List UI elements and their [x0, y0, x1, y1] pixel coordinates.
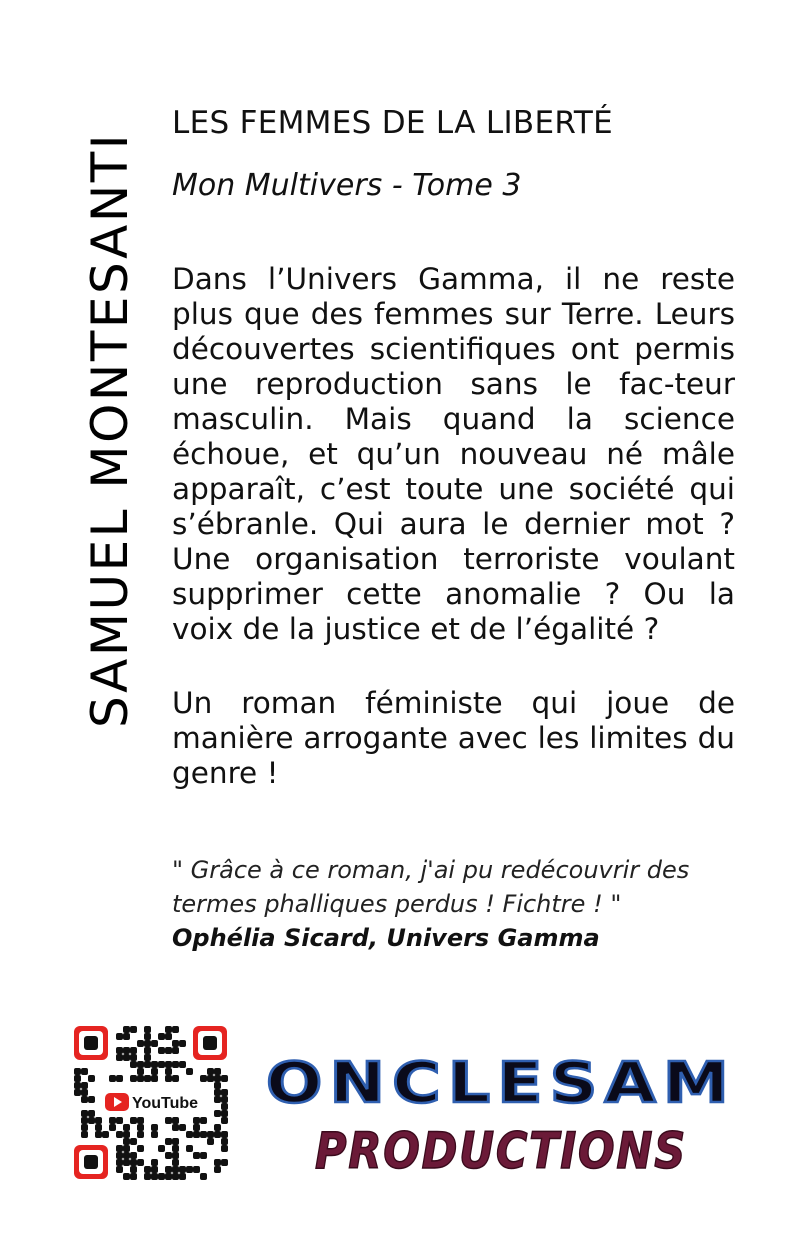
qr-module — [221, 1089, 228, 1096]
qr-module — [130, 1166, 137, 1173]
qr-module — [172, 1145, 179, 1152]
qr-module — [137, 1124, 144, 1131]
qr-module — [151, 1166, 158, 1173]
qr-module — [179, 1040, 186, 1047]
qr-module — [221, 1096, 228, 1103]
qr-module — [200, 1075, 207, 1082]
qr-module — [172, 1075, 179, 1082]
qr-module — [137, 1075, 144, 1082]
qr-module — [130, 1054, 137, 1061]
qr-module — [74, 1075, 81, 1082]
qr-module — [81, 1117, 88, 1124]
qr-module — [221, 1110, 228, 1117]
qr-module — [130, 1138, 137, 1145]
qr-module — [88, 1117, 95, 1124]
qr-module — [123, 1124, 130, 1131]
qr-module — [179, 1124, 186, 1131]
qr-module — [214, 1096, 221, 1103]
qr-module — [172, 1152, 179, 1159]
qr-module — [214, 1124, 221, 1131]
qr-module — [172, 1159, 179, 1166]
qr-module — [151, 1173, 158, 1180]
qr-module — [123, 1033, 130, 1040]
book-subtitle: Mon Multivers - Tome 3 — [172, 168, 522, 203]
qr-module — [172, 1047, 179, 1054]
qr-module — [137, 1145, 144, 1152]
blurb-paragraph: Dans l’Univers Gamma, il ne reste plus que des femmes sur Terre. Leurs découvertes scientifiques ont permis une reproduction sans le fac-teur masculin. Mais quand la science échoue, et qu’un nouveau né mâle apparaît, c’est toute une société qui s’ébranle. Qui aura le dernier mot ? Une organisation terroriste voulant supprimer cette anomalie ? Ou la voix de la justice et de l’égalité ? — [172, 262, 735, 646]
qr-module — [123, 1159, 130, 1166]
qr-module — [172, 1117, 179, 1124]
qr-module — [116, 1145, 123, 1152]
qr-module — [123, 1047, 130, 1054]
qr-module — [144, 1166, 151, 1173]
qr-module — [144, 1075, 151, 1082]
qr-module — [130, 1075, 137, 1082]
qr-module — [221, 1117, 228, 1124]
qr-module — [130, 1117, 137, 1124]
qr-module — [151, 1061, 158, 1068]
qr-module — [200, 1131, 207, 1138]
qr-module — [74, 1089, 81, 1096]
qr-module — [193, 1152, 200, 1159]
qr-module — [88, 1075, 95, 1082]
qr-module — [144, 1026, 151, 1033]
qr-module — [221, 1075, 228, 1082]
qr-module — [221, 1145, 228, 1152]
qr-module — [137, 1131, 144, 1138]
qr-module — [144, 1047, 151, 1054]
qr-module — [116, 1033, 123, 1040]
qr-module — [179, 1061, 186, 1068]
qr-module — [200, 1173, 207, 1180]
qr-module — [193, 1131, 200, 1138]
qr-module — [207, 1075, 214, 1082]
qr-module — [172, 1173, 179, 1180]
qr-module — [137, 1061, 144, 1068]
book-title: LES FEMMES DE LA LIBERTÉ — [172, 105, 614, 141]
qr-module — [186, 1166, 193, 1173]
qr-module — [172, 1124, 179, 1131]
qr-module — [81, 1110, 88, 1117]
qr-finder-bottom-left — [74, 1145, 108, 1179]
qr-module — [158, 1145, 165, 1152]
qr-module — [74, 1068, 81, 1075]
qr-module — [81, 1082, 88, 1089]
qr-module — [214, 1082, 221, 1089]
qr-finder-top-left — [74, 1026, 108, 1060]
qr-module — [221, 1103, 228, 1110]
qr-module — [109, 1117, 116, 1124]
qr-module — [151, 1040, 158, 1047]
qr-module — [172, 1166, 179, 1173]
qr-module — [214, 1089, 221, 1096]
qr-module — [74, 1082, 81, 1089]
qr-module — [165, 1033, 172, 1040]
qr-module — [165, 1061, 172, 1068]
qr-module — [116, 1054, 123, 1061]
qr-module — [123, 1026, 130, 1033]
qr-module — [95, 1117, 102, 1124]
qr-module — [81, 1124, 88, 1131]
qr-module — [186, 1145, 193, 1152]
qr-module — [165, 1152, 172, 1159]
qr-module — [123, 1131, 130, 1138]
qr-module — [123, 1145, 130, 1152]
qr-module — [165, 1047, 172, 1054]
qr-module — [144, 1061, 151, 1068]
qr-module — [207, 1131, 214, 1138]
qr-module — [200, 1117, 207, 1124]
qr-module — [109, 1124, 116, 1131]
qr-module — [130, 1152, 137, 1159]
qr-module — [214, 1068, 221, 1075]
qr-module — [200, 1152, 207, 1159]
qr-module — [81, 1096, 88, 1103]
qr-module — [137, 1159, 144, 1166]
qr-code-icon[interactable] — [72, 1024, 229, 1181]
qr-module — [165, 1117, 172, 1124]
qr-module — [207, 1138, 214, 1145]
qr-module — [116, 1166, 123, 1173]
qr-module — [81, 1089, 88, 1096]
qr-module — [172, 1026, 179, 1033]
qr-module — [214, 1131, 221, 1138]
qr-module — [88, 1110, 95, 1117]
qr-module — [123, 1054, 130, 1061]
author-name: SAMUEL MONTESANTI — [81, 131, 139, 729]
qr-module — [81, 1131, 88, 1138]
qr-module — [179, 1166, 186, 1173]
qr-module — [95, 1124, 102, 1131]
qr-module — [102, 1131, 109, 1138]
qr-module — [172, 1061, 179, 1068]
youtube-badge — [102, 1090, 206, 1114]
qr-module — [123, 1152, 130, 1159]
qr-finder-top-right — [193, 1026, 227, 1060]
qr-module — [144, 1033, 151, 1040]
qr-module — [137, 1040, 144, 1047]
qr-module — [151, 1131, 158, 1138]
logo-line1: ONCLESAM — [266, 1051, 736, 1116]
qr-module — [123, 1173, 130, 1180]
qr-module — [116, 1047, 123, 1054]
qr-module — [137, 1068, 144, 1075]
review-quote: " Grâce à ce roman, j'ai pu redécouvrir des termes phalliques perdus ! Fichtre ! " — [172, 856, 690, 918]
qr-module — [95, 1131, 102, 1138]
qr-module — [144, 1040, 151, 1047]
qr-module — [214, 1166, 221, 1173]
qr-module — [179, 1173, 186, 1180]
qr-module — [130, 1047, 137, 1054]
qr-module — [221, 1159, 228, 1166]
qr-module — [151, 1068, 158, 1075]
qr-module — [214, 1110, 221, 1117]
qr-module — [158, 1061, 165, 1068]
qr-module — [144, 1173, 151, 1180]
qr-module — [186, 1131, 193, 1138]
qr-module — [193, 1166, 200, 1173]
qr-module — [172, 1138, 179, 1145]
qr-module — [193, 1117, 200, 1124]
blurb-paragraph: Un roman féministe qui joue de manière arrogante avec les limites du genre ! — [172, 686, 735, 790]
qr-module — [109, 1075, 116, 1082]
qr-module — [130, 1061, 137, 1068]
qr-module — [116, 1117, 123, 1124]
qr-module — [116, 1159, 123, 1166]
qr-module — [116, 1131, 123, 1138]
qr-module — [116, 1152, 123, 1159]
review-attribution: Ophélia Sicard, Univers Gamma — [172, 924, 600, 952]
qr-module — [221, 1138, 228, 1145]
qr-module — [165, 1075, 172, 1082]
qr-module — [130, 1159, 137, 1166]
qr-module — [130, 1173, 137, 1180]
qr-module — [165, 1068, 172, 1075]
qr-module — [116, 1075, 123, 1082]
qr-module — [151, 1159, 158, 1166]
qr-module — [165, 1173, 172, 1180]
qr-module — [221, 1131, 228, 1138]
qr-module — [214, 1075, 221, 1082]
qr-module — [151, 1124, 158, 1131]
qr-module — [207, 1068, 214, 1075]
qr-module — [165, 1166, 172, 1173]
qr-module — [144, 1054, 151, 1061]
qr-module — [165, 1026, 172, 1033]
qr-module — [81, 1068, 88, 1075]
qr-module — [214, 1159, 221, 1166]
qr-module — [158, 1033, 165, 1040]
publisher-logo — [262, 1050, 740, 1182]
qr-module — [130, 1026, 137, 1033]
qr-module — [123, 1138, 130, 1145]
qr-module — [186, 1068, 193, 1075]
qr-module — [172, 1040, 179, 1047]
qr-module — [137, 1117, 144, 1124]
qr-module — [158, 1173, 165, 1180]
logo-line2: PRODUCTIONS — [315, 1122, 687, 1180]
qr-module — [88, 1096, 95, 1103]
qr-module — [151, 1075, 158, 1082]
qr-module — [165, 1138, 172, 1145]
youtube-label: YouTube — [132, 1095, 199, 1112]
qr-module — [193, 1124, 200, 1131]
qr-module — [158, 1047, 165, 1054]
